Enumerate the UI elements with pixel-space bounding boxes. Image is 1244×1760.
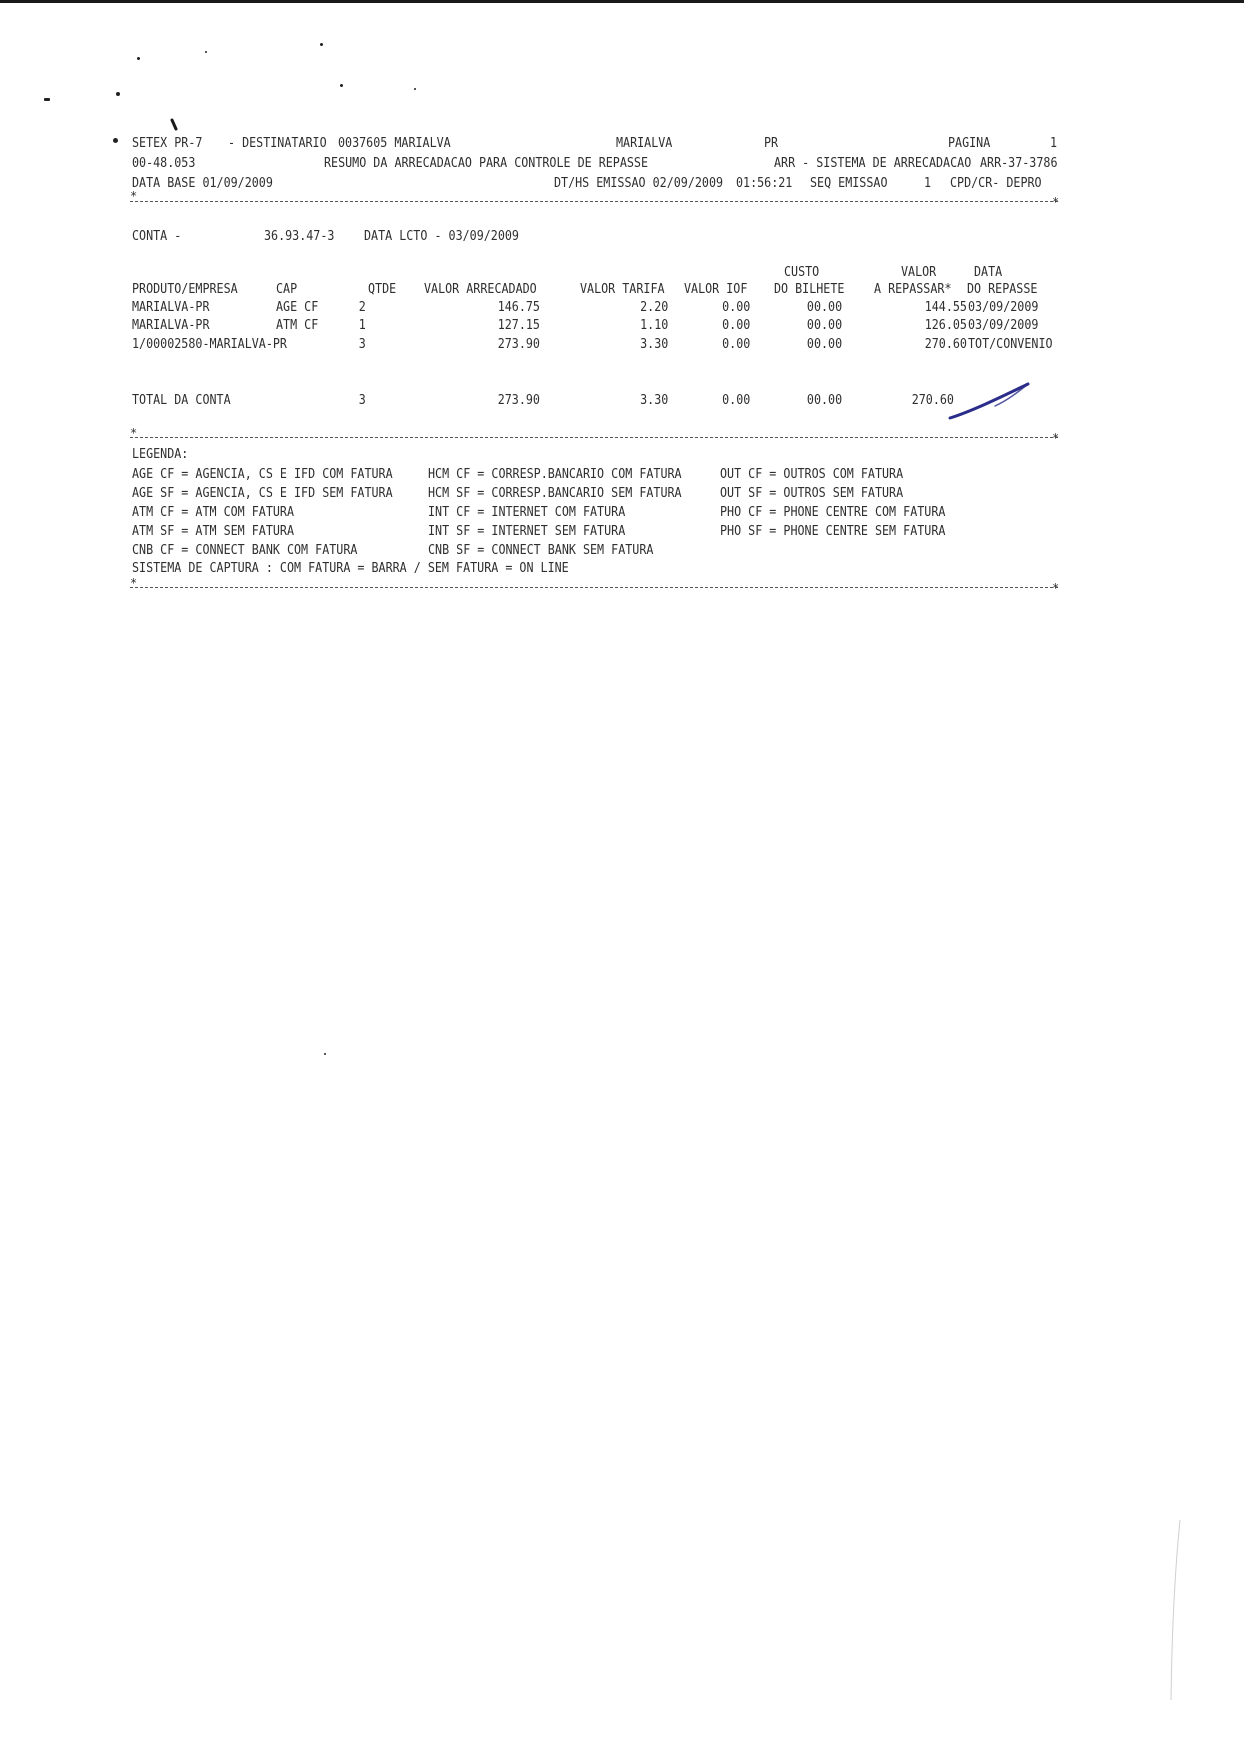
separator-star: *	[130, 189, 138, 203]
col-valor-iof: VALOR IOF	[684, 282, 748, 297]
cell-produto: MARIALVA-PR	[132, 300, 210, 315]
cell-tarifa: 2.20	[639, 300, 668, 315]
scan-speck	[205, 51, 207, 53]
legenda-item: HCM CF = CORRESP.BANCARIO COM FATURA	[428, 467, 682, 482]
legenda-item: INT SF = INTERNET SEM FATURA	[428, 524, 626, 539]
col-qtde: QTDE	[368, 282, 397, 297]
separator-star: *	[1052, 195, 1060, 209]
cell-data: 03/09/2009	[968, 300, 1039, 315]
scan-speck	[44, 98, 50, 101]
col-produto: PRODUTO/EMPRESA	[132, 282, 238, 297]
col-data-top: DATA	[974, 265, 1003, 280]
cell-custo: 00.00	[806, 318, 842, 333]
cell-iof: 0.00	[721, 318, 750, 333]
data-base: DATA BASE 01/09/2009	[132, 176, 273, 191]
total-arrecadado: 273.90	[497, 393, 540, 408]
total-qtde: 3	[358, 393, 366, 408]
cell-cap: ATM CF	[276, 318, 319, 333]
cell-cap: AGE CF	[276, 300, 319, 315]
pagina-label: PAGINA	[948, 136, 991, 151]
scan-speck	[340, 84, 343, 87]
scan-line	[1171, 1520, 1180, 1700]
legenda-item: AGE CF = AGENCIA, CS E IFD COM FATURA	[132, 467, 393, 482]
uf: PR	[764, 136, 779, 151]
cidade: MARIALVA	[616, 136, 673, 151]
total-repassar: 270.60	[911, 393, 954, 408]
cell-repassar: 270.60	[924, 337, 967, 352]
seq-label: SEQ EMISSAO	[810, 176, 888, 191]
total-label: TOTAL DA CONTA	[132, 393, 231, 408]
scan-speck	[320, 43, 323, 46]
col-cap: CAP	[276, 282, 298, 297]
page-top-edge	[0, 0, 1244, 3]
scan-speck	[414, 88, 416, 90]
header-code: 00-48.053	[132, 156, 196, 171]
scan-speck	[324, 1053, 326, 1055]
cell-arrecadado: 273.90	[497, 337, 540, 352]
col-data-bottom: DO REPASSE	[967, 282, 1038, 297]
destinatario-label: - DESTINATARIO	[228, 136, 327, 151]
legenda-item: CNB SF = CONNECT BANK SEM FATURA	[428, 543, 654, 558]
cell-repassar: 126.05	[924, 318, 967, 333]
cell-produto: MARIALVA-PR	[132, 318, 210, 333]
cell-qtde: 1	[358, 318, 366, 333]
col-valor-tarifa: VALOR TARIFA	[580, 282, 665, 297]
total-custo: 00.00	[806, 393, 842, 408]
system-name: ARR - SISTEMA DE ARRECADACAO	[774, 156, 972, 171]
conta-numero: 36.93.47-3	[264, 229, 335, 244]
captura-note: SISTEMA DE CAPTURA : COM FATURA = BARRA / SEM FATURA = ON LINE	[132, 561, 569, 576]
cpd-code: CPD/CR- DEPRO	[950, 176, 1042, 191]
emissao-date: DT/HS EMISSAO 02/09/2009	[554, 176, 724, 191]
pagina-number: 1	[1050, 136, 1058, 151]
cell-data: 03/09/2009	[968, 318, 1039, 333]
cell-qtde: 3	[358, 337, 366, 352]
cell-arrecadado: 146.75	[497, 300, 540, 315]
cell-iof: 0.00	[721, 300, 750, 315]
cell-produto: 1/00002580-MARIALVA-PR	[132, 337, 287, 352]
col-valor-bottom: A REPASSAR*	[874, 282, 952, 297]
col-valor-top: VALOR	[901, 265, 937, 280]
separator-line	[130, 587, 1058, 588]
scan-speck	[116, 92, 120, 96]
total-iof: 0.00	[721, 393, 750, 408]
cell-qtde: 2	[358, 300, 366, 315]
system-id: SETEX PR-7	[132, 136, 203, 151]
scan-speck	[113, 138, 118, 143]
legenda-item: HCM SF = CORRESP.BANCARIO SEM FATURA	[428, 486, 682, 501]
separator-star: *	[1052, 431, 1060, 445]
separator-line	[130, 201, 1058, 202]
scan-speck	[137, 57, 140, 60]
separator-star: *	[1052, 581, 1060, 595]
legenda-item: AGE SF = AGENCIA, CS E IFD SEM FATURA	[132, 486, 393, 501]
cell-tarifa: 3.30	[639, 337, 668, 352]
cell-arrecadado: 127.15	[497, 318, 540, 333]
legenda-title: LEGENDA:	[132, 447, 189, 462]
cell-tarifa: 1.10	[639, 318, 668, 333]
total-tarifa: 3.30	[639, 393, 668, 408]
report-title: RESUMO DA ARRECADACAO PARA CONTROLE DE REPASSE	[324, 156, 649, 171]
legenda-item: PHO SF = PHONE CENTRE SEM FATURA	[720, 524, 946, 539]
pen-stroke-tail	[995, 384, 1028, 406]
cell-custo: 00.00	[806, 300, 842, 315]
pen-stroke	[950, 384, 1028, 418]
seq-number: 1	[924, 176, 932, 191]
pen-mark-top	[172, 120, 176, 129]
col-custo-top: CUSTO	[784, 265, 820, 280]
separator-line	[130, 437, 1058, 438]
cell-custo: 00.00	[806, 337, 842, 352]
legenda-item: ATM SF = ATM SEM FATURA	[132, 524, 295, 539]
legenda-item: PHO CF = PHONE CENTRE COM FATURA	[720, 505, 946, 520]
report-code: ARR-37-3786	[980, 156, 1058, 171]
conta-label: CONTA -	[132, 229, 182, 244]
legenda-item: ATM CF = ATM COM FATURA	[132, 505, 295, 520]
emissao-time: 01:56:21	[736, 176, 793, 191]
cell-repassar: 144.55	[924, 300, 967, 315]
data-lcto: DATA LCTO - 03/09/2009	[364, 229, 519, 244]
legenda-item: INT CF = INTERNET COM FATURA	[428, 505, 626, 520]
destinatario-code: 0037605 MARIALVA	[338, 136, 451, 151]
legenda-item: OUT SF = OUTROS SEM FATURA	[720, 486, 904, 501]
cell-iof: 0.00	[721, 337, 750, 352]
col-custo-bottom: DO BILHETE	[774, 282, 845, 297]
col-valor-arrecadado: VALOR ARRECADADO	[424, 282, 537, 297]
separator-star: *	[130, 576, 138, 590]
separator-star: *	[130, 426, 138, 440]
legenda-item: OUT CF = OUTROS COM FATURA	[720, 467, 904, 482]
cell-data: TOT/CONVENIO	[968, 337, 1053, 352]
legenda-item: CNB CF = CONNECT BANK COM FATURA	[132, 543, 358, 558]
